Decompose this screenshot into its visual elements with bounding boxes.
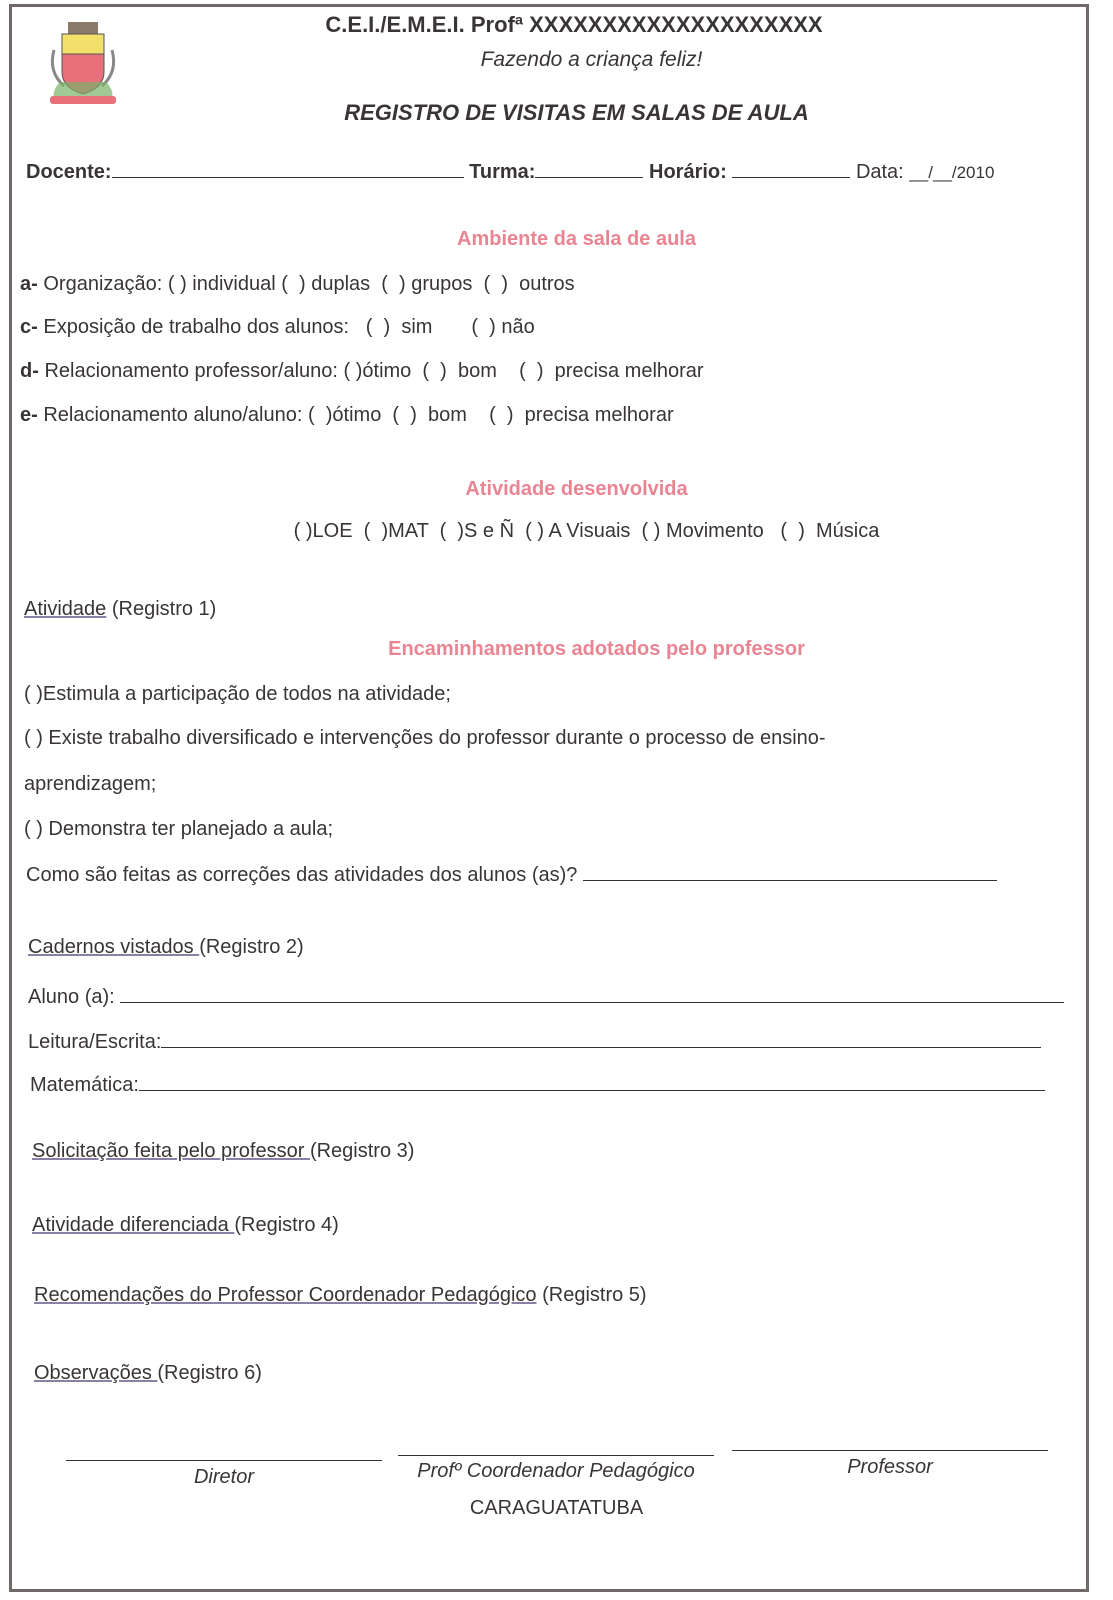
school-name: C.E.I./E.M.E.I. Profª XXXXXXXXXXXXXXXXXXXX [325,12,823,37]
ambiente-item[interactable] [20,273,575,296]
data-label: Data: [855,161,904,183]
ambiente-item[interactable] [20,316,535,339]
item-text: Exposição de trabalho dos alunos: ( ) sim ( ) não [37,316,535,338]
docente-field[interactable] [112,157,464,178]
header-fields [26,157,994,184]
motto: Fazendo a criança feliz! [480,48,703,71]
turma-label: Turma: [469,161,536,183]
matematica-row [30,1070,1045,1097]
item-letter: a- [20,273,38,295]
item-letter: e- [20,404,38,426]
city-footer: CARAGUATATUBA [469,1497,644,1519]
signature-line-professor[interactable] [732,1450,1048,1451]
registro-suffix: (Registro 3) [309,1140,415,1162]
atividade-heading: Atividade desenvolvida [465,478,688,500]
ambiente-item[interactable] [20,404,674,427]
horario-field[interactable] [732,157,850,178]
signature-label: Profº Coordenador Pedagógico [417,1460,695,1482]
ambiente-item[interactable] [20,360,704,383]
registro-suffix: (Registro 1) [106,598,217,620]
registro-3 [32,1140,414,1163]
aluno-label: Aluno (a): [28,986,115,1008]
correcoes-field[interactable] [583,860,997,881]
docente-label: Docente: [26,161,112,183]
registro-label: Atividade [24,598,107,620]
matematica-field[interactable] [139,1070,1045,1091]
registro-label: Recomendações do Professor Coordenador Pedagógico [34,1284,537,1306]
correcoes-row [26,860,997,887]
encaminhamento-item[interactable]: ( ) Demonstra ter planejado a aula; [24,818,334,840]
registro-suffix: (Registro 2) [199,936,304,958]
item-text: Relacionamento professor/aluno: ( )ótimo ( ) bom ( ) precisa melhorar [38,360,704,382]
ambiente-heading: Ambiente da sala de aula [457,228,696,250]
registro-label: Observações [34,1362,158,1384]
signature-line-diretor[interactable] [66,1460,382,1461]
encaminhamentos-heading: Encaminhamentos adotados pelo professor [388,638,805,660]
registro-2 [28,936,304,959]
registro-suffix: (Registro 6) [157,1362,262,1384]
data-field[interactable]: __/__/2010 [909,163,995,182]
item-text: Relacionamento aluno/aluno: ( )ótimo ( ) bom ( ) precisa melhorar [37,404,674,426]
registro-suffix: (Registro 4) [234,1214,339,1236]
encaminhamento-item[interactable]: ( ) Existe trabalho diversificado e intervenções do professor durante o processo de ensino- [24,727,826,749]
registro-suffix: (Registro 5) [536,1284,647,1306]
signature-line-coordenador[interactable] [398,1455,714,1456]
encaminhamento-item-cont: aprendizagem; [24,773,157,795]
aluno-row [28,982,1064,1009]
registro-4 [32,1214,339,1237]
leitura-field[interactable] [161,1027,1041,1048]
leitura-row [28,1027,1041,1054]
matematica-label: Matemática: [30,1074,139,1096]
signature-label: Professor [847,1456,933,1478]
registro-label: Cadernos vistados [28,936,200,958]
signature-label: Diretor [193,1466,254,1488]
aluno-field[interactable] [120,982,1064,1003]
registro-label: Solicitação feita pelo professor [32,1140,310,1162]
item-letter: c- [20,316,38,338]
horario-label: Horário: [649,161,727,183]
registro-1 [24,598,216,621]
registro-5 [34,1284,647,1307]
encaminhamento-item[interactable]: ( )Estimula a participação de todos na atividade; [24,683,451,705]
page-title: REGISTRO DE VISITAS EM SALAS DE AULA [344,100,809,125]
registro-label: Atividade diferenciada [32,1214,235,1236]
correcoes-label: Como são feitas as correções das atividades dos alunos (as)? [26,864,578,886]
item-text: Organização: ( ) individual ( ) duplas ( ) grupos ( ) outros [37,273,575,295]
turma-field[interactable] [535,157,643,178]
registro-6 [34,1362,262,1385]
atividade-options[interactable]: ( )LOE ( )MAT ( )S e Ñ ( ) A Visuais ( ) Movimento ( ) Música [293,520,880,542]
item-letter: d- [20,360,39,382]
leitura-label: Leitura/Escrita: [28,1031,162,1053]
